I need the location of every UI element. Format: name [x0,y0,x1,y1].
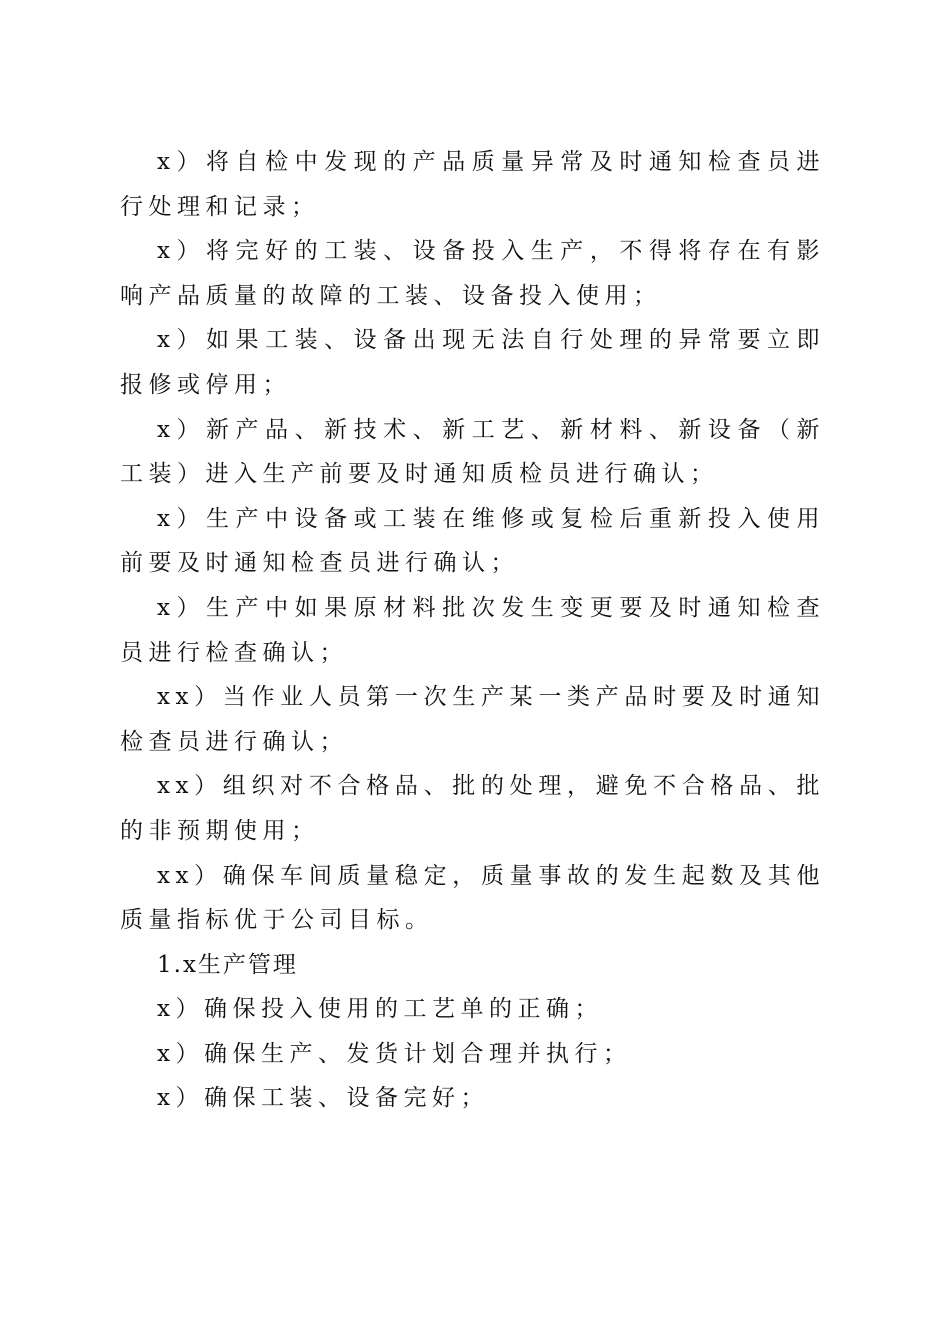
paragraph-6: x）生产中如果原材料批次发生变更要及时通知检查员进行检查确认； [120,594,825,666]
document-body [120,140,825,1121]
paragraph-1: x）将自检中发现的产品质量异常及时通知检查员进行处理和记录； [120,149,825,220]
paragraph-4: x）新产品、新技术、新工艺、新材料、新设备（新工装）进入生产前要及时通知质检员进行确认； [120,416,825,488]
paragraph-9: xx）确保车间质量稳定，质量事故的发生起数及其他质量指标优于公司目标。 [120,862,825,934]
paragraph-8: xx）组织对不合格品、批的处理，避免不合格品、批的非预期使用； [120,773,825,844]
paragraph-7: xx）当作业人员第一次生产某一类产品时要及时通知检查员进行确认； [120,684,825,755]
paragraph-5: x）生产中设备或工装在维修或复检后重新投入使用前要及时通知检查员进行确认； [120,505,825,577]
paragraph-2: x）将完好的工装、设备投入生产，不得将存在有影响产品质量的故障的工装、设备投入使用； [120,238,825,309]
section-item-3: x）确保工装、设备完好； [157,1085,489,1112]
section-item-2: x）确保生产、发货计划合理并执行； [157,1040,632,1067]
section-item-1: x）确保投入使用的工艺单的正确； [157,996,603,1023]
paragraph-3: x）如果工装、设备出现无法自行处理的异常要立即报修或停用； [120,327,825,398]
section-heading: 1.x生产管理 [157,951,298,978]
